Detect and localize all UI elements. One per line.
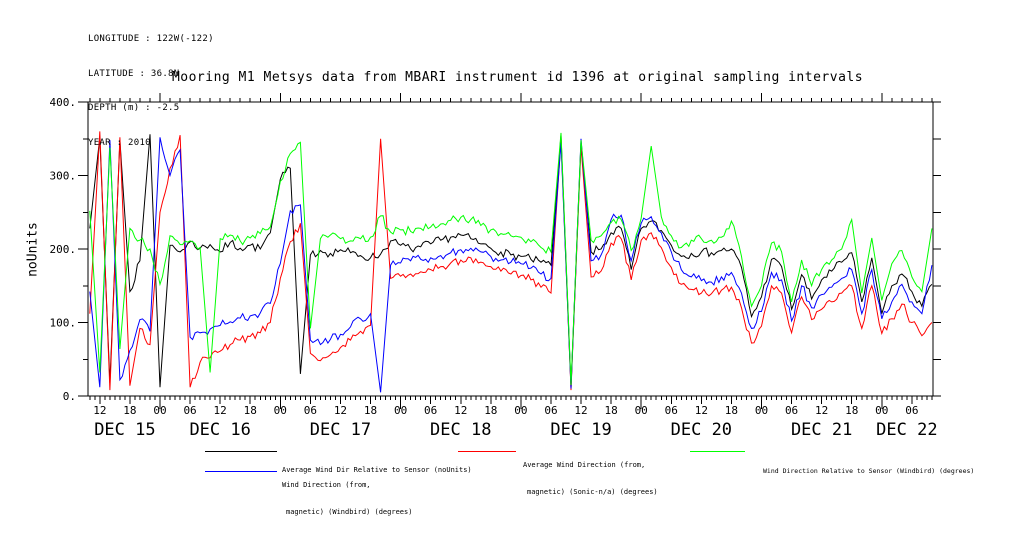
legend-label-red-line1: Average Wind Direction (from, [523, 461, 646, 469]
meta-latitude: LATITUDE : 36.8N [88, 68, 180, 79]
legend-line-blue [205, 471, 277, 472]
x-tick-label: 12 [333, 404, 348, 417]
x-tick-label: 00 [393, 404, 408, 417]
x-day-label: DEC 22 [876, 420, 938, 440]
x-tick-label: 00 [153, 404, 167, 417]
x-tick-label: 06 [664, 404, 678, 417]
x-day-label: DEC 20 [670, 420, 733, 440]
x-tick-label: 12 [574, 404, 588, 417]
legend-line-black [205, 451, 277, 452]
x-day-label: DEC 15 [94, 420, 156, 440]
legend-label-black-text: Average Wind Dir Relative to Sensor (noUnits) [282, 466, 472, 474]
x-tick-label: 12 [815, 404, 829, 417]
x-tick-label: 06 [784, 404, 799, 417]
x-tick-label: 06 [303, 404, 317, 417]
series-line-3 [90, 133, 932, 385]
meta-year: YEAR : 2010 [88, 137, 151, 148]
meta-longitude: LONGITUDE : 122W(-122) [88, 34, 214, 44]
x-tick-label: 18 [845, 404, 859, 417]
metadata-block [88, 11, 214, 172]
x-tick-label: 06 [424, 404, 438, 417]
legend-line-red [458, 451, 516, 452]
y-tick-label: 300. [49, 169, 76, 183]
x-day-label: DEC 21 [790, 420, 853, 440]
y-axis-label: noUnits [25, 222, 41, 277]
plot-frame [88, 102, 933, 396]
x-tick-label: 12 [694, 404, 708, 417]
x-tick-label: 00 [514, 404, 528, 417]
x-tick-label: 18 [243, 404, 257, 417]
chart-title: Mooring M1 Metsys data from MBARI instrument id 1396 at original sampling intervals [171, 70, 864, 85]
y-tick-label: 0. [62, 390, 76, 403]
legend-label-green-text: Wind Direction Relative to Sensor (Windbird) (degrees) [763, 467, 975, 475]
x-tick-label: 12 [454, 404, 468, 417]
x-tick-label: 00 [754, 404, 769, 417]
legend-label-red-line2: magnetic) (Sonic-n/a) (degrees) [527, 488, 658, 496]
series-line-1 [90, 131, 932, 390]
legend-label-red [523, 443, 658, 515]
x-tick-label: 12 [93, 404, 107, 417]
x-tick-label: 00 [273, 404, 287, 417]
x-tick-label: 18 [123, 404, 137, 417]
x-tick-label: 12 [213, 404, 227, 417]
x-tick-label: 18 [484, 404, 498, 417]
x-tick-label: 18 [363, 404, 378, 417]
y-tick-label: 200. [49, 243, 76, 256]
y-tick-label: 400. [49, 96, 76, 109]
x-day-label: DEC 18 [430, 420, 492, 440]
x-tick-label: 06 [183, 404, 197, 417]
legend-label-green [763, 449, 974, 494]
series-line-0 [90, 134, 932, 387]
x-tick-label: 18 [604, 404, 618, 417]
series-line-2 [90, 137, 932, 392]
x-tick-label: 06 [905, 404, 919, 417]
legend-label-blue-line2: magnetic) (Windbird) (degrees) [286, 508, 413, 516]
legend-label-blue [282, 463, 412, 535]
x-day-label: DEC 19 [550, 420, 612, 440]
x-tick-label: 00 [875, 404, 889, 417]
x-tick-label: 06 [544, 404, 558, 417]
x-tick-label: 18 [724, 404, 739, 417]
x-day-label: DEC 17 [309, 420, 372, 440]
x-tick-label: 00 [634, 404, 648, 417]
legend-label-blue-line1: Wind Direction (from, [282, 481, 371, 489]
meta-depth: DEPTH (m) : -2.5 [88, 103, 180, 113]
y-tick-label: 100. [49, 316, 76, 330]
legend-line-green [690, 451, 745, 452]
x-day-label: DEC 16 [189, 420, 251, 440]
